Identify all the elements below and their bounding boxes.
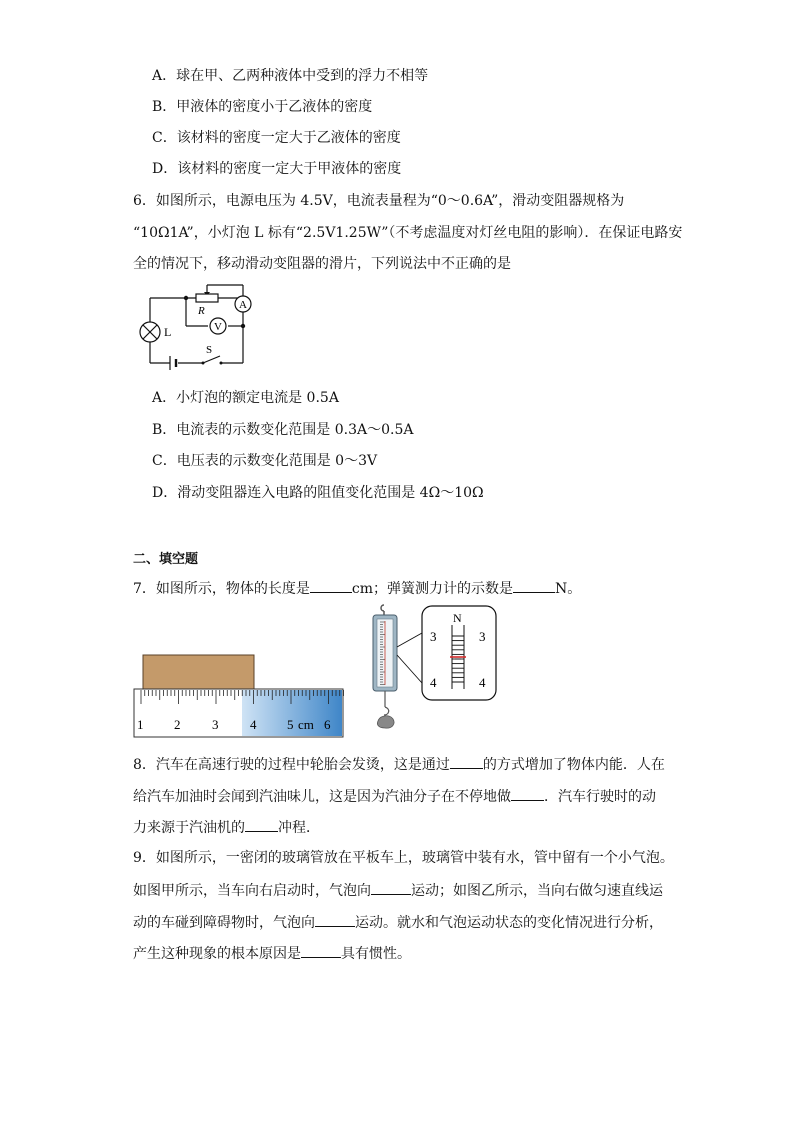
- hanging-stone-icon: [377, 716, 394, 728]
- q6-option-c: C．电压表的示数变化范围是 0～3V: [152, 453, 378, 469]
- q6-option-b: B．电流表的示数变化范围是 0.3A～0.5A: [152, 422, 414, 438]
- circuit-diagram: [128, 280, 268, 375]
- q5-option-d: D．该材料的密度一定大于甲液体的密度: [152, 161, 402, 177]
- ruler-tick-1: 1: [137, 717, 144, 732]
- zoom-left-3: 3: [430, 629, 437, 644]
- q9-blank-3[interactable]: [301, 943, 341, 958]
- q5-option-c: C．该材料的密度一定大于乙液体的密度: [152, 130, 401, 146]
- q9-text-2b: 运动；如图乙所示，当向右做匀速直线运: [411, 883, 663, 899]
- q9-text-3a: 动的车碰到障碍物时，气泡向: [133, 915, 315, 931]
- q7-stem: [133, 578, 581, 598]
- q9-text-4a: 产生这种现象的根本原因是: [133, 946, 301, 962]
- q9-line3: [133, 912, 663, 932]
- ruler-tick-6: 6: [324, 717, 331, 732]
- q5-option-b: B．甲液体的密度小于乙液体的密度: [152, 99, 373, 115]
- q6-stem-line1: 6．如图所示，电源电压为 4.5V，电流表量程为“0～0.6A”，滑动变阻器规格为: [133, 193, 625, 209]
- ruler-tick-3: 3: [212, 717, 219, 732]
- q8-text-1b: 的方式增加了物体内能．人在: [482, 757, 665, 773]
- q9-blank-1[interactable]: [371, 880, 411, 895]
- q8-text-2b: ．汽车行驶时的动: [544, 789, 656, 805]
- q9-text-4b: 具有惯性。: [341, 946, 411, 962]
- ruler-tick-5: 5: [287, 717, 294, 732]
- q6-option-a: A．小灯泡的额定电流是 0.5A: [152, 390, 339, 406]
- q9-line4: [133, 943, 411, 963]
- switch-label: S: [206, 344, 213, 356]
- zoom-right-3: 3: [479, 629, 486, 644]
- q6-option-d: D．滑动变阻器连入电路的阻值变化范围是 4Ω～10Ω: [152, 485, 484, 501]
- q7-text-1: 7．如图所示，物体的长度是: [133, 581, 310, 597]
- zoom-unit-label: N: [453, 611, 462, 625]
- q8-blank-2[interactable]: [511, 786, 544, 801]
- q8-line3: [133, 817, 320, 837]
- q8-text-3a: 力来源于汽油机的: [133, 820, 245, 836]
- ruler-tick-2: 2: [174, 717, 181, 732]
- ruler-figure: [133, 653, 345, 739]
- q7-blank-length[interactable]: [310, 578, 352, 593]
- zoom-right-4: 4: [479, 675, 486, 690]
- q7-text-3: N。: [555, 581, 582, 597]
- ammeter-label: A: [239, 299, 247, 311]
- q9-blank-2[interactable]: [315, 912, 355, 927]
- q8-blank-1[interactable]: [450, 754, 483, 769]
- q6-stem-line3: 全的情况下，移动滑动变阻器的滑片，下列说法中不正确的是: [133, 256, 511, 272]
- q9-line2: [133, 880, 663, 900]
- q9-text-3b: 运动。就水和气泡运动状态的变化情况进行分析，: [355, 915, 663, 931]
- spring-scale-figure: [366, 603, 501, 743]
- section-heading: 二、填空题: [133, 552, 199, 567]
- q8-text-2a: 给汽车加油时会闻到汽油味儿，这是因为汽油分子在不停地做: [133, 789, 511, 805]
- q8-blank-3[interactable]: [245, 817, 278, 832]
- lamp-symbol: [140, 322, 160, 342]
- ruler-tick-4: 4: [250, 717, 257, 732]
- q5-option-a: A．球在甲、乙两种液体中受到的浮力不相等: [152, 68, 429, 84]
- q8-text-3b: 冲程．: [278, 820, 320, 836]
- measured-block: [143, 655, 254, 689]
- q9-text-2a: 如图甲所示，当车向右启动时，气泡向: [133, 883, 371, 899]
- q7-text-2: cm；弹簧测力计的示数是: [351, 581, 514, 597]
- q9-line1: 9．如图所示，一密闭的玻璃管放在平板车上，玻璃管中装有水，管中留有一个小气泡。: [133, 850, 674, 866]
- q6-stem-line2: “10Ω1A”，小灯泡 L 标有“2.5V1.25W”（不考虑温度对灯丝电阻的影响）．在保证电路安: [133, 225, 683, 241]
- voltmeter-label: V: [214, 321, 222, 333]
- rheostat: [196, 294, 218, 302]
- lamp-label: L: [164, 325, 172, 339]
- q7-blank-force[interactable]: [513, 578, 555, 593]
- q8-text-1a: 8．汽车在高速行驶的过程中轮胎会发烫，这是通过: [133, 757, 450, 773]
- q8-line1: [133, 754, 665, 774]
- ruler-unit: cm: [298, 717, 314, 732]
- zoom-left-4: 4: [430, 675, 437, 690]
- rheostat-label: R: [198, 305, 205, 317]
- q8-line2: [133, 786, 656, 806]
